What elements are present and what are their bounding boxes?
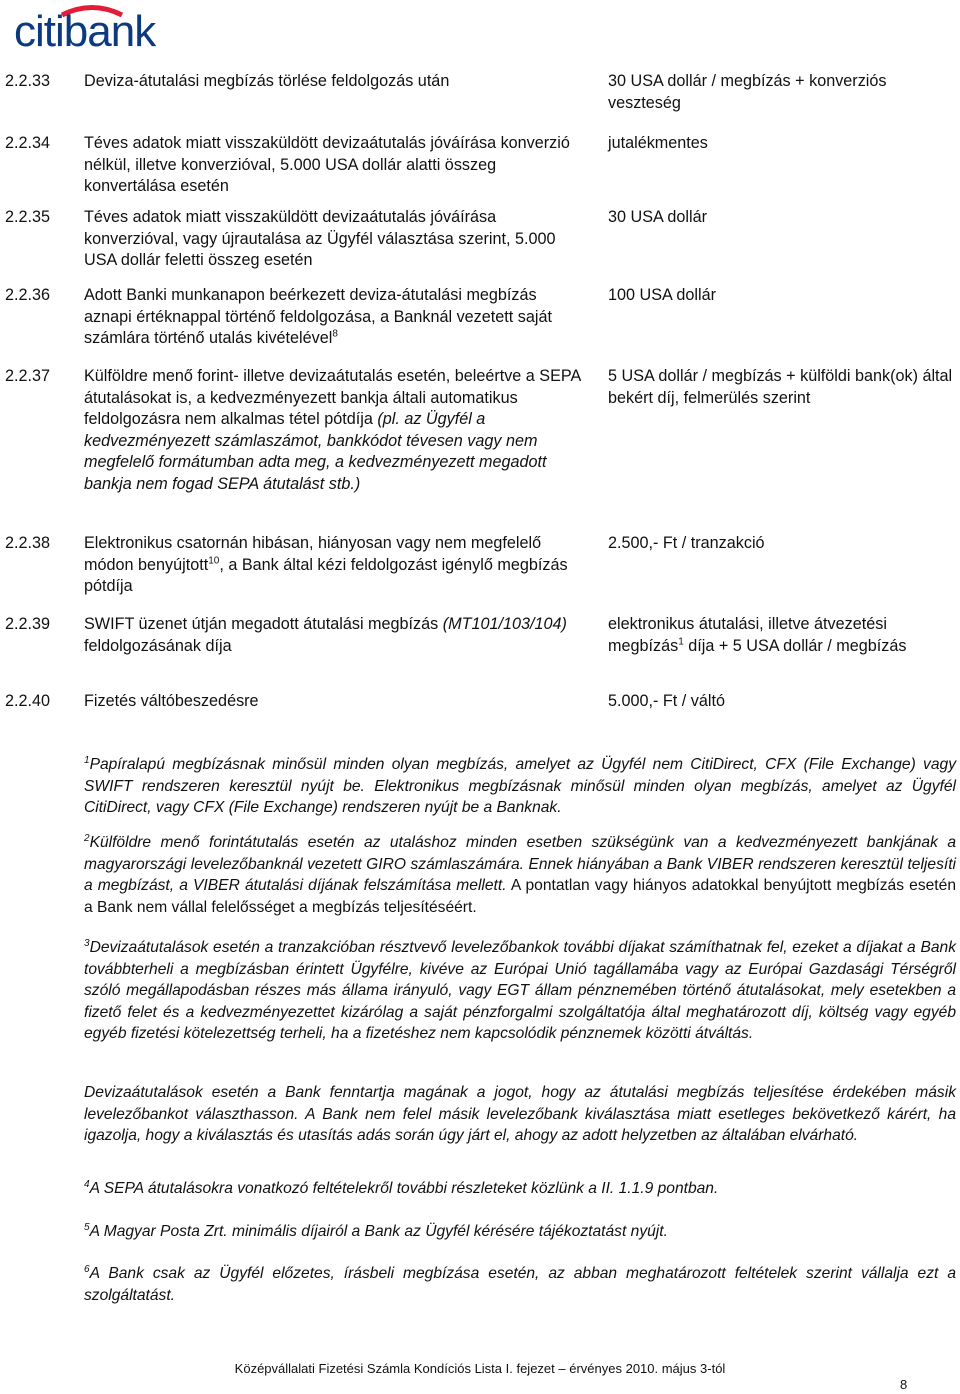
item-number: 2.2.33 — [5, 72, 51, 90]
item-description: Téves adatok miatt visszaküldött devizaátutalás jóváírása konverzióval, vagy újrautalása az Ügyfél választása szerint, 5.000 USA dollár feletti összeg esetén — [84, 208, 556, 269]
item-description: Külföldre menő forint- illetve devizaátutalás esetén, beleértve a SEPA átutalásokat is, a kedvezményezett bankja általi automatikus feldolgozásra nem alkalmas tétel pótdíja (pl. az Ügyfél a kedvezményezett számlaszámot, bankkódot tévesen vagy nem megfelelő formátumban adta meg, a kedvezményezett megadott bankja nem fogad SEPA átutalást stb.) — [84, 367, 581, 493]
footnote-mark: 5 — [84, 1221, 90, 1233]
item-fee: 5.000,- Ft / váltó — [608, 692, 725, 710]
footnote-ref: 8 — [332, 328, 338, 340]
citibank-logo — [14, 4, 204, 57]
item-fee: 100 USA dollár — [608, 286, 716, 304]
item-fee: jutalékmentes — [608, 134, 708, 152]
footnote-3: $^3$Devizaátutalások esetén a tranzakcióban résztvevő levelezőbankok további díjakat számíthatnak fel, ezeket a díjakat a Bank továbbterheli a megbízásban érintett Ügyfélre, kivéve az Európai Unió tagállamába vagy az Európai Gazdasági Térségről szóló megállapodásban részes más állama irányuló, vagy EGT állam pénznemében történő átutalásokat, mely esetekben a fizető felet és a kedvezményezettet kizárólag a saját pénzforgalmi szolgáltatója által meghatározott díj, költség vagy egyéb egyéb fizetési kötelezettség terheli, ha a fizetéshez nem kapcsolódik pénznemek közötti átváltás. — [84, 937, 956, 1043]
footnote-mark: 1 — [84, 754, 90, 766]
item-description: Deviza-átutalási megbízás törlése feldolgozás után — [84, 72, 450, 90]
item-fee: 30 USA dollár / megbízás + konverziós veszteség — [608, 72, 887, 112]
item-description: Fizetés váltóbeszedésre — [84, 692, 259, 710]
footnote-ref: 10 — [208, 555, 220, 567]
item-number: 2.2.34 — [5, 134, 51, 152]
item-fee: elektronikus átutalási, illetve átvezetési megbízás$^1$ díja + 5 USA dollár / megbízás — [608, 615, 907, 655]
item-number: 2.2.40 — [5, 692, 51, 710]
footnote-mark: 4 — [84, 1178, 90, 1190]
footnote-5: $^5$A Magyar Posta Zrt. minimális díjairól a Bank az Ügyfél kérésére tájékoztatást nyújt. — [84, 1221, 668, 1240]
footnote-4: $^4$A SEPA átutalásokra vonatkozó feltételekről további részleteket közlünk a II. 1.1.9 pontban. — [84, 1178, 719, 1197]
page-number: 8 — [900, 1377, 908, 1392]
footnote-ref: 1 — [678, 636, 684, 648]
footnote-mark: 6 — [84, 1263, 90, 1275]
item-description: Adott Banki munkanapon beérkezett deviza-átutalási megbízás aznapi értéknappal történő feldolgozása, a Banknál vezetett saját számlára történő utalás kivételével$^8$ — [84, 286, 552, 347]
footnote-1: $^1$Papíralapú megbízásnak minősül minden olyan megbízás, amelyet az Ügyfél nem CitiDirect, CFX (File Exchange) vagy SWIFT rendszeren keresztül nyújt be. Elektronikus megbízásnak minősül minden olyan megbízás, amelyet az Ügyfél CitiDirect, vagy CFX (File Exchange) rendszeren nyújt be a Banknak. — [84, 754, 956, 817]
item-fee: 30 USA dollár — [608, 208, 707, 226]
item-number: 2.2.39 — [5, 615, 51, 633]
footnote-3-continued: Devizaátutalások esetén a Bank fenntartja magának a jogot, hogy az átutalási megbízás teljesítése érdekében másik levelezőbankot választhasson. A Bank nem felel másik levelezőbank kiválasztása miatt esetleges bekövetkező kárért, ha igazolja, hogy a kiválasztás és utasítás adás során úgy járt el, ahogy az adott helyzetben az általában elvárható. — [84, 1084, 956, 1145]
item-number: 2.2.35 — [5, 208, 51, 226]
item-number: 2.2.37 — [5, 367, 51, 385]
item-number: 2.2.38 — [5, 534, 51, 552]
item-description: Téves adatok miatt visszaküldött devizaátutalás jóváírása konverzió nélkül, illetve konverzióval, 5.000 USA dollár alatti összeg konvertálása esetén — [84, 134, 570, 195]
item-fee: 5 USA dollár / megbízás + külföldi bank(ok) által bekért díj, felmerülés szerint — [608, 367, 953, 407]
footnote-mark: 2 — [84, 832, 90, 844]
footnote-2: $^2$Külföldre menő forintátutalás esetén az utaláshoz minden esetben szükségünk van a kedvezményezett bankjának a magyarországi levelezőbanknál vezetett GIRO számlaszámára. Ennek hiányában a Bank VIBER rendszeren keresztül teljesíti a megbízást, a VIBER átutalási díjának felszámítása mellett. A pontatlan vagy hiányos adatokkal benyújtott megbízás esetén a Bank nem vállal felelősséget a megbízás teljesítéséért. — [84, 832, 956, 916]
svg-text:citibank: citibank — [14, 7, 156, 52]
item-fee: 2.500,- Ft / tranzakció — [608, 534, 765, 552]
item-description-example: (pl. az Ügyfél a kedvezményezett számlaszámot, bankkódot tévesen vagy nem megfelelő formátumban adta meg, a kedvezményezett megadott bankja nem fogad SEPA átutalást stb.) — [84, 410, 547, 493]
item-description: Elektronikus csatornán hibásan, hiányosan vagy nem megfelelő módon benyújtott$^{10}$, a Bank által kézi feldolgozást igénylő megbízás pótdíja — [84, 534, 568, 595]
footnote-mark: 3 — [84, 937, 90, 949]
item-description: SWIFT üzenet útján megadott átutalási megbízás (MT101/103/104) feldolgozásának díja — [84, 615, 567, 655]
footnote-6: $^6$A Bank csak az Ügyfél előzetes, írásbeli megbízása esetén, az abban meghatározott feltételek szerint vállalja ezt a szolgáltatást. — [84, 1263, 956, 1304]
page-footer: Középvállalati Fizetési Számla Kondíciós Lista I. fejezet – érvényes 2010. május 3-tól — [234, 1361, 726, 1376]
item-number: 2.2.36 — [5, 286, 51, 304]
